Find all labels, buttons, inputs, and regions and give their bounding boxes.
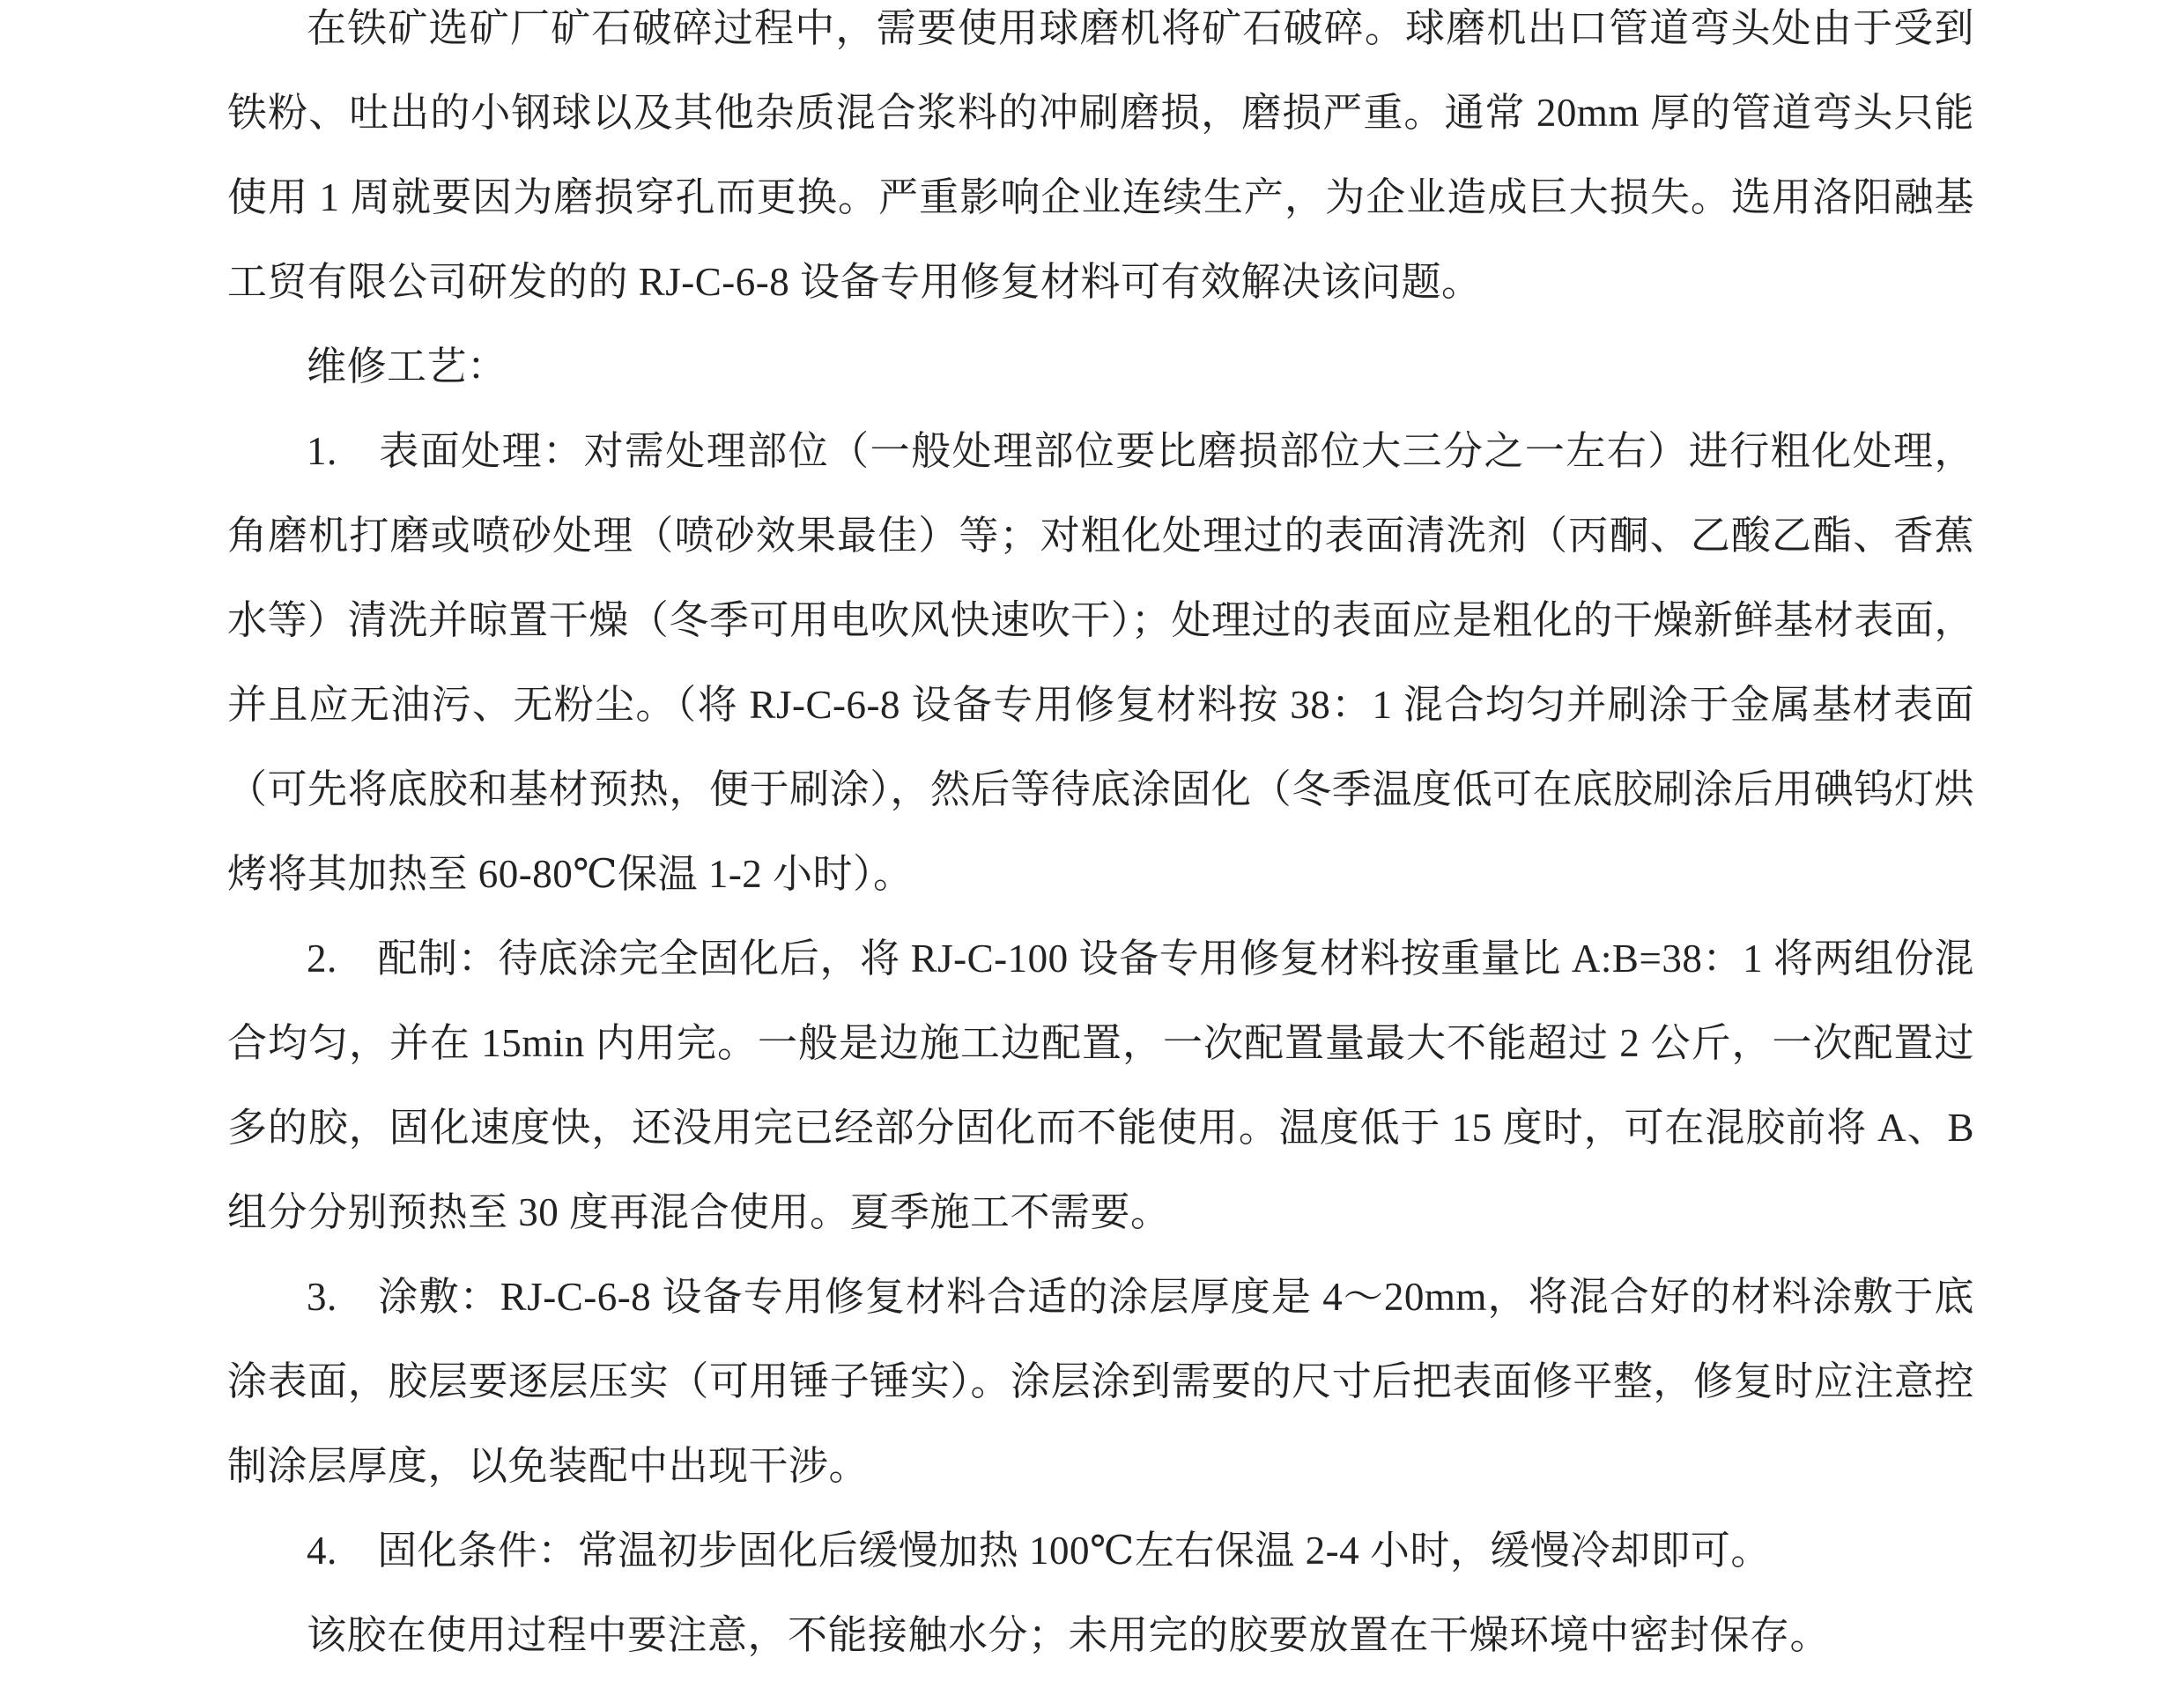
paragraph-step-2-preparation: 2. 配制：待底涂完全固化后，将 RJ-C-100 设备专用修复材料按重量比 A:B=38：1 将两组份混合均匀，并在 15min 内用完。一般是边施工边配置，一次配置量最大不能超过 2 公斤，一次配置过多的胶，固化速度快，还没用完已经部分固化而不能使用。温度低于 15 度时，可在混胶前将 A、B 组分分别预热至 30 度再混合使用。夏季施工不需要。 (227, 937, 1974, 1234)
paragraph-step-4-curing: 4. 固化条件：常温初步固化后缓慢加热 100℃左右保温 2-4 小时，缓慢冷却即可。 (307, 1529, 1771, 1573)
paragraph-intro: 在铁矿选矿厂矿石破碎过程中，需要使用球磨机将矿石破碎。球磨机出口管道弯头处由于受到铁粉、吐出的小钢球以及其他杂质混合浆料的冲刷磨损，磨损严重。通常 20mm 厚的管道弯头只能使用 1 周就要因为磨损穿孔而更换。严重影响企业连续生产，为企业造成巨大损失。选用洛阳融基工贸有限公司研发的的 RJ-C-6-8 设备专用修复材料可有效解决该问题。 (227, 6, 1974, 304)
paragraph-section-heading: 维修工艺： (307, 344, 507, 389)
paragraph-step-1-surface-treatment: 1. 表面处理：对需处理部位（一般处理部位要比磨损部位大三分之一左右）进行粗化处理，角磨机打磨或喷砂处理（喷砂效果最佳）等；对粗化处理过的表面清洗剂（丙酮、乙酸乙酯、香蕉水等）清洗并晾置干燥（冬季可用电吹风快速吹干）；处理过的表面应是粗化的干燥新鲜基材表面，并且应无油污、无粉尘。（将 RJ-C-6-8 设备专用修复材料按 38：1 混合均匀并刷涂于金属基材表面（可先将底胶和基材预热，便于刷涂），然后等待底涂固化（冬季温度低可在底胶刷涂后用碘钨灯烘烤将其加热至 60-80℃保温 1-2 小时）。 (227, 429, 1974, 896)
paragraph-step-3-application: 3. 涂敷：RJ-C-6-8 设备专用修复材料合适的涂层厚度是 4～20mm，将混合好的材料涂敷于底涂表面，胶层要逐层压实（可用锤子锤实）。涂层涂到需要的尺寸后把表面修平整，修复时应注意控制涂层厚度，以免装配中出现干涉。 (227, 1275, 1974, 1488)
paragraph-note: 该胶在使用过程中要注意，不能接触水分；未用完的胶要放置在干燥环境中密封保存。 (307, 1613, 1831, 1657)
document-body (227, 0, 1974, 1677)
